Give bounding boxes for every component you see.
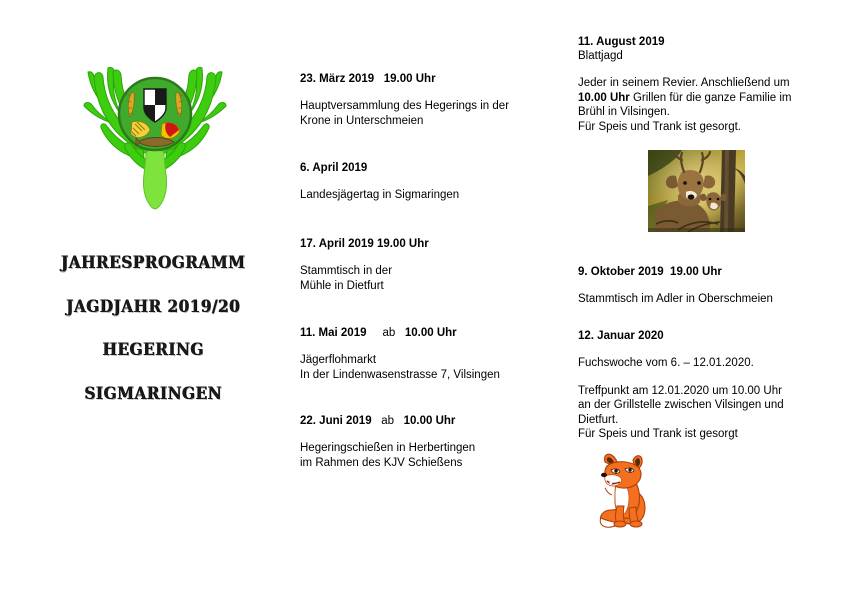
event-time: 19.00 Uhr bbox=[670, 266, 722, 278]
event-date: 23. März 2019 bbox=[300, 73, 375, 85]
event-body-line bbox=[578, 91, 828, 106]
event-time-prefix: ab bbox=[382, 327, 396, 339]
event-date-time bbox=[300, 326, 568, 340]
event-body-line: Stammtisch in der bbox=[300, 265, 393, 277]
event-date-time bbox=[300, 237, 568, 251]
event-body-line: Für Speis und Trank ist gesorgt bbox=[578, 428, 738, 440]
event-time: 10.00 Uhr bbox=[404, 327, 457, 339]
event-body-line: Für Speis und Trank ist gesorgt. bbox=[578, 120, 741, 133]
event-time: 19.00 Uhr bbox=[383, 73, 436, 85]
title-line-hegering: HEGERING bbox=[102, 340, 204, 359]
event-body-line: Landesjägertag in Sigmaringen bbox=[300, 189, 460, 201]
event-body-line: In der Lindenwasenstrasse 7, Vilsingen bbox=[300, 368, 500, 381]
event-body-line: Krone in Unterschmeien bbox=[300, 114, 424, 127]
event-body-line: Brühl in Vilsingen. bbox=[578, 106, 670, 118]
event-time: 10.00 Uhr bbox=[403, 415, 456, 427]
event-date: 11. August 2019 bbox=[578, 36, 665, 48]
title-line-jahresprogramm: JAHRESPROGRAMM bbox=[60, 253, 246, 272]
event-entry bbox=[300, 326, 568, 382]
event-body-line: Hauptversammlung des Hegerings in der bbox=[300, 100, 510, 112]
event-date-time bbox=[300, 161, 568, 175]
event-date: 11. Mai 2019 bbox=[300, 327, 367, 339]
event-date: 9. Oktober 2019 bbox=[578, 266, 664, 278]
event-body-line: Mühle in Dietfurt bbox=[300, 279, 384, 292]
left-column bbox=[18, 0, 288, 595]
event-body-line: Jägerflohmarkt bbox=[300, 354, 377, 366]
event-body-line: an der Grillstelle zwischen Vilsingen und bbox=[578, 399, 784, 411]
event-time-inline: 10.00 Uhr bbox=[578, 91, 630, 104]
event-body-line: Jeder in seinem Revier. Anschließend um bbox=[578, 77, 790, 89]
cartoon-fox-illustration bbox=[595, 452, 663, 528]
event-entry bbox=[578, 265, 828, 307]
title-line-jagdjahr: JAGDJAHR 2019/20 bbox=[65, 296, 241, 316]
title-line-sigmaringen: SIGMARINGEN bbox=[84, 383, 222, 403]
event-time-prefix: ab bbox=[381, 415, 394, 427]
event-body-line: Dietfurt. bbox=[578, 413, 619, 426]
event-date: 6. April 2019 bbox=[300, 162, 368, 174]
event-entry bbox=[300, 161, 568, 203]
event-date-time bbox=[578, 265, 828, 279]
roe-buck-painting bbox=[648, 150, 745, 232]
event-time: 19.00 Uhr bbox=[376, 238, 429, 250]
event-date: 22. Juni 2019 bbox=[300, 415, 372, 427]
program-title-block bbox=[18, 255, 288, 402]
event-body-line: Stammtisch im Adler in Oberschmeien bbox=[578, 293, 773, 305]
event-entry bbox=[300, 414, 568, 470]
event-date-time bbox=[300, 72, 568, 86]
event-body-line: Fuchswoche vom 6. – 12.01.2020. bbox=[578, 357, 754, 369]
event-entry bbox=[300, 72, 568, 128]
event-date-time bbox=[300, 414, 568, 428]
event-date: 12. Januar 2020 bbox=[578, 330, 664, 342]
event-entry bbox=[300, 237, 568, 293]
event-entry bbox=[578, 329, 828, 442]
hegering-antler-crest-logo bbox=[70, 62, 240, 212]
event-body-rest: Grillen für die ganze Familie im bbox=[629, 91, 792, 104]
middle-column bbox=[300, 0, 568, 595]
event-body-line: im Rahmen des KJV Schießens bbox=[300, 456, 463, 469]
event-entry bbox=[578, 35, 828, 134]
right-column bbox=[578, 0, 828, 595]
event-subtitle: Blattjagd bbox=[578, 50, 623, 62]
event-body-line: Hegeringschießen in Herbertingen bbox=[300, 442, 476, 454]
event-date: 17. April 2019 bbox=[300, 238, 374, 250]
event-body-line: Treffpunkt am 12.01.2020 um 10.00 Uhr bbox=[578, 384, 782, 397]
